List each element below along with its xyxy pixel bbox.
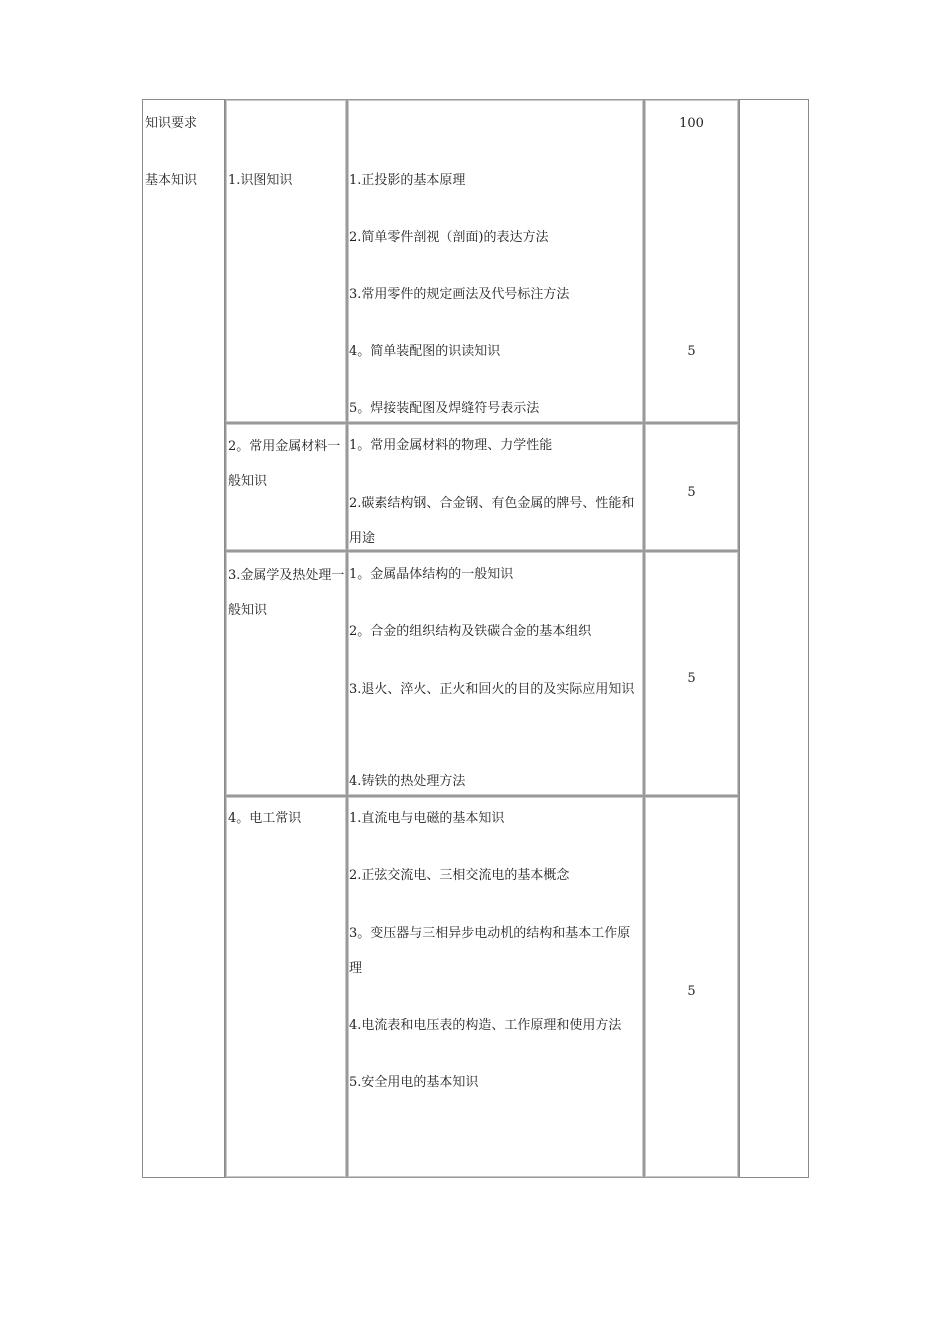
score-cell-top [644, 99, 739, 423]
section-2-item-2: 2.碳素结构钢、合金钢、有色金属的牌号、性能和用途 [349, 496, 635, 546]
section-items-cell-top [347, 99, 644, 423]
last-column-cell [739, 99, 809, 1178]
section-3-item-1: 1。金属晶体结构的一般知识 [349, 567, 514, 582]
section-4-item-1: 1.直流电与电磁的基本知识 [349, 811, 505, 826]
section-1-item-3: 3.常用零件的规定画法及代号标注方法 [349, 287, 570, 302]
section-4-item-4: 4.电流表和电压表的构造、工作原理和使用方法 [349, 1018, 622, 1033]
section-1-score: 5 [687, 344, 696, 359]
basic-knowledge-label: 基本知识 [145, 173, 198, 188]
section-4-title-cell [225, 796, 347, 1178]
section-2-item-1: 1。常用金属材料的物理、力学性能 [349, 438, 553, 453]
section-2-title: 2。常用金属材料一般知识 [228, 439, 341, 489]
section-3-item-2: 2。合金的组织结构及铁碳合金的基本组织 [349, 624, 592, 639]
section-3-score: 5 [687, 671, 696, 686]
total-score: 100 [679, 116, 704, 131]
section-4-score: 5 [687, 984, 696, 999]
section-3-item-3: 3.退火、淬火、正火和回火的目的及实际应用知识 [349, 682, 635, 697]
section-1-item-5: 5。焊接装配图及焊缝符号表示法 [349, 401, 540, 416]
section-4-item-5: 5.安全用电的基本知识 [349, 1075, 479, 1090]
section-title-cell-top [225, 99, 347, 423]
section-1-item-1: 1.正投影的基本原理 [349, 173, 466, 188]
section-2-score: 5 [687, 485, 696, 500]
section-3-item-4: 4.铸铁的热处理方法 [349, 774, 466, 789]
section-4-items-cell [347, 796, 644, 1178]
knowledge-requirement-header: 知识要求 [145, 116, 198, 131]
section-1-item-2: 2.简单零件剖视（剖面)的表达方法 [349, 230, 549, 245]
section-4-item-2: 2.正弦交流电、三相交流电的基本概念 [349, 868, 570, 883]
section-4-title: 4。电工常识 [228, 811, 302, 826]
section-1-title: 1.识图知识 [228, 173, 293, 188]
section-1-item-4: 4。简单装配图的识读知识 [349, 344, 501, 359]
section-4-item-3: 3。变压器与三相异步电动机的结构和基本工作原理 [349, 926, 631, 976]
column-1-cell [142, 99, 225, 1178]
section-3-title: 3.金属学及热处理一般知识 [228, 568, 345, 618]
